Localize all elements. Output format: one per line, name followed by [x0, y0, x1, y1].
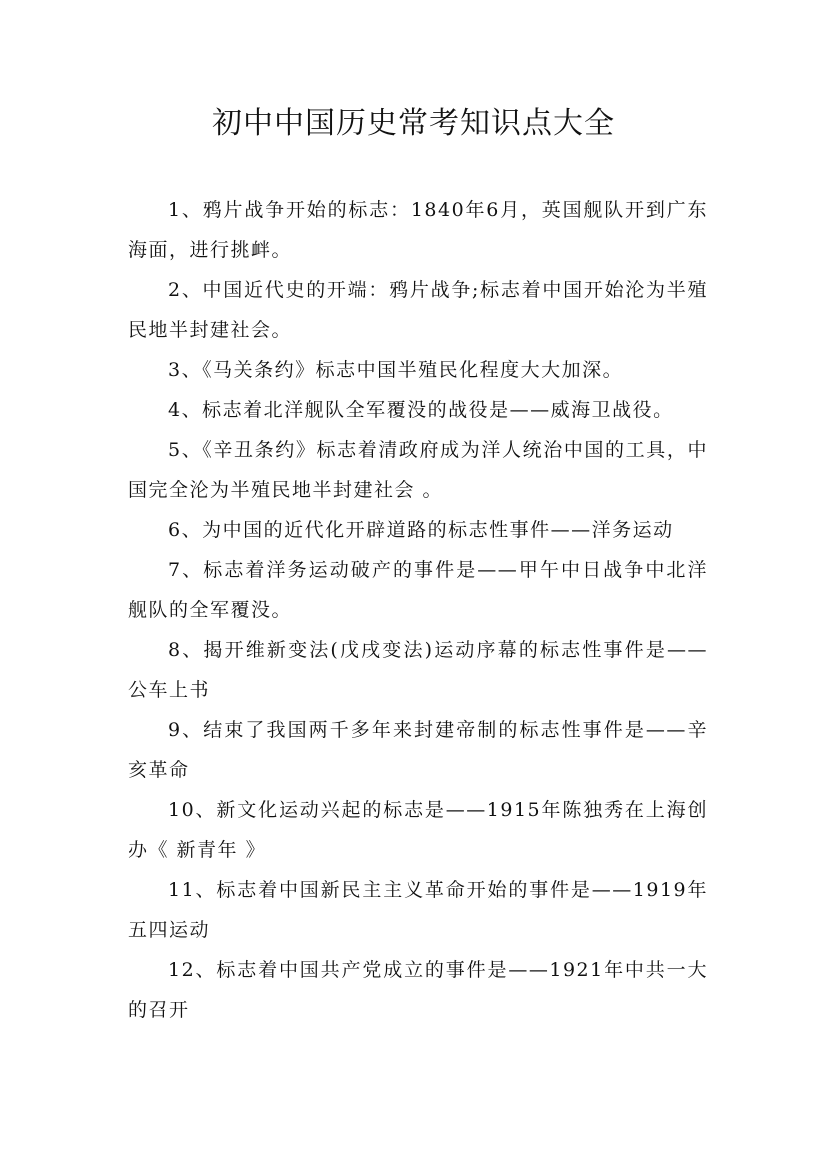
paragraph-11: 11、标志着中国新民主主义革命开始的事件是——1919年五四运动	[128, 879, 708, 941]
paragraph-7: 7、标志着洋务运动破产的事件是——甲午中日战争中北洋舰队的全军覆没。	[128, 559, 708, 621]
paragraph-6: 6、为中国的近代化开辟道路的标志性事件——洋务运动	[168, 519, 674, 541]
paragraph-1: 1、鸦片战争开始的标志：1840年6月，英国舰队开到广东海面，进行挑衅。	[128, 199, 708, 261]
paragraph-3: 3、《马关条约》标志中国半殖民化程度大大加深。	[168, 359, 624, 381]
paragraph-8: 8、揭开维新变法(戊戌变法)运动序幕的标志性事件是——公车上书	[128, 639, 708, 701]
document-title: 初中中国历史常考知识点大全	[212, 106, 615, 141]
document-body	[128, 190, 708, 1030]
paragraph-9: 9、结束了我国两千多年来封建帝制的标志性事件是——辛亥革命	[128, 719, 708, 781]
paragraph-12: 12、标志着中国共产党成立的事件是——1921年中共一大的召开	[128, 959, 708, 1021]
paragraph-5: 5、《辛丑条约》标志着清政府成为洋人统治中国的工具，中国完全沦为半殖民地半封建社会 。	[128, 439, 708, 501]
paragraph-2: 2、中国近代史的开端：鸦片战争;标志着中国开始沦为半殖民地半封建社会。	[128, 279, 708, 341]
paragraph-4: 4、标志着北洋舰队全军覆没的战役是——威海卫战役。	[168, 399, 674, 421]
paragraph-10: 10、新文化运动兴起的标志是——1915年陈独秀在上海创办《 新青年 》	[128, 799, 708, 861]
